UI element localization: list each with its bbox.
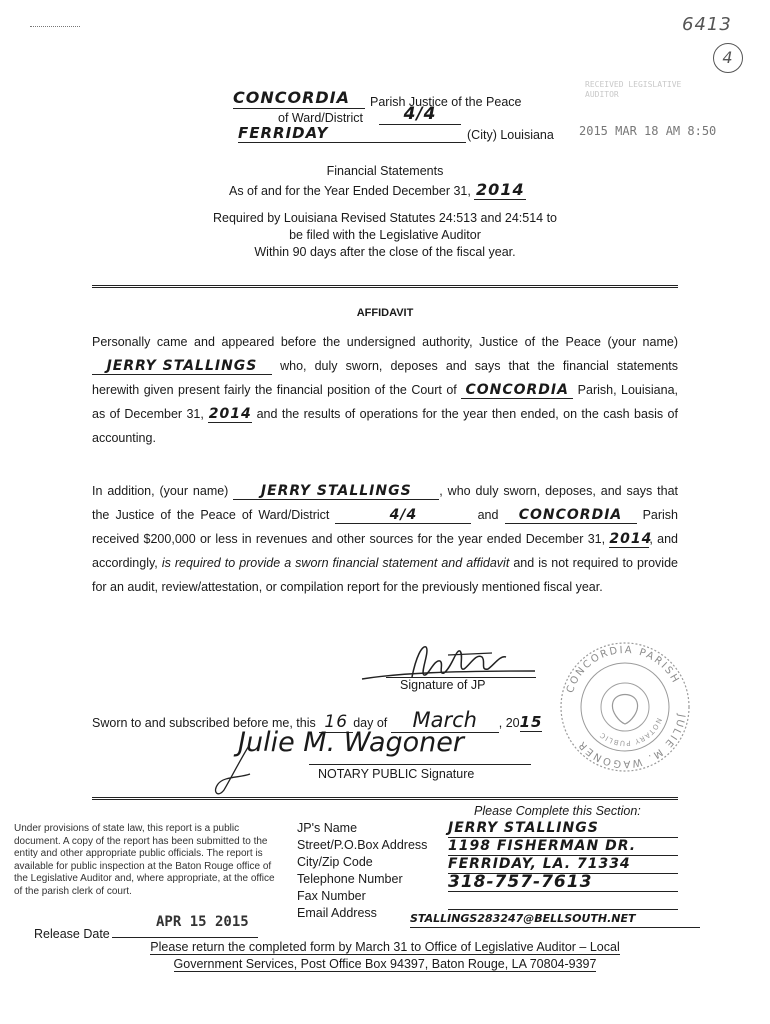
affidavit-paragraph-1 — [92, 330, 678, 450]
contact-label-street: Street/P.O.Box Address — [297, 838, 428, 852]
sworn-year-prefix: , 20 — [498, 716, 520, 730]
release-date-line — [112, 937, 258, 938]
city-label: (City) Louisiana — [467, 128, 554, 142]
requirement-line1: Required by Louisiana Revised Statutes 24:513 and 24:514 to — [213, 211, 557, 225]
seal-outer-text: CONCORDIA PARISH — [564, 644, 682, 695]
p2-text-e: , and accordingly, — [92, 532, 678, 570]
p1-jp-name: JERRY STALLINGS — [92, 358, 272, 375]
p1-text-c: Parish, Louisiana, as of December 31, — [92, 383, 678, 421]
p2-text-d: Parish received $200,000 or less in revenues and other sources for the year ended December 31, — [92, 508, 679, 546]
p2-text-a: In addition, (your name) — [92, 484, 229, 498]
p1-text-b: who, duly sworn, deposes and says that the financial statements herewith given present fairly the financial position of the Court of — [92, 359, 679, 397]
p2-parish: CONCORDIA — [505, 507, 637, 524]
city-value: FERRIDAY — [238, 124, 466, 143]
svg-text:NOTARY PUBLIC — [598, 717, 663, 747]
contact-label-phone: Telephone Number — [297, 872, 403, 886]
notary-signature-label: NOTARY PUBLIC Signature — [318, 767, 475, 781]
contact-heading: Please Complete this Section: — [474, 804, 641, 818]
p1-court-parish: CONCORDIA — [461, 382, 573, 399]
contact-value-fax — [448, 892, 678, 910]
title-line2 — [229, 180, 526, 200]
public-document-notice: Under provisions of state law, this report is a public document. A copy of the report has been submitted to the entity and other appropriate public officials. The report is available for public inspection at the Baton Rouge office of the Legislative Auditor and, where appropriate, at the office of the parish clerk of court. — [14, 823, 275, 897]
contact-labels — [297, 820, 447, 922]
p2-text-f: and is not required to provide for an audit, review/attestation, or compilation report for the previously mentioned fiscal year. — [92, 556, 678, 594]
contact-label-email: Email Address — [297, 906, 377, 920]
corner-number: 6413 — [682, 14, 732, 35]
divider-bottom — [92, 797, 678, 800]
footer-line2 — [0, 957, 770, 971]
p1-year: 2014 — [208, 406, 252, 422]
received-stamp: 2015 MAR 18 AM 8:50 — [579, 124, 717, 138]
footer-line1 — [0, 940, 770, 954]
ward-value: 4/4 — [379, 104, 461, 125]
p2-year: 2014 — [609, 531, 653, 547]
p1-text-d: and the results of operations for the year then ended, on the cash basis of accounting. — [92, 407, 678, 445]
release-date-label: Release Date — [34, 927, 110, 941]
title-line1: Financial Statements — [326, 164, 444, 178]
requirement-line2: be filed with the Legislative Auditor — [289, 228, 481, 242]
contact-values — [410, 820, 678, 928]
sworn-day: 16 — [319, 712, 353, 733]
p2-jp-name: JERRY STALLINGS — [233, 483, 439, 500]
footer-line2-text: Government Services, Post Office Box 94397, Baton Rouge, LA 70804-9397 — [173, 957, 597, 971]
affidavit-heading: AFFIDAVIT — [356, 307, 414, 319]
affidavit-paragraph-2 — [92, 479, 678, 599]
parish-value: CONCORDIA — [233, 88, 365, 109]
contact-value-email: STALLINGS283247@BELLSOUTH.NET — [410, 910, 700, 928]
p1-text-a: Personally came and appeared before the undersigned authority, Justice of the Peace (your name) — [92, 335, 678, 349]
p2-text-b: , who duly sworn, deposes, and says that the Justice of the Peace of Ward/District — [92, 484, 678, 522]
sworn-text-a: Sworn to and subscribed before me, this — [92, 716, 316, 730]
release-date-stamp: APR 15 2015 — [156, 914, 249, 930]
contact-label-name: JP's Name — [297, 821, 358, 835]
p2-ward: 4/4 — [335, 507, 471, 524]
contact-value-city: FERRIDAY, LA. 71334 — [448, 856, 678, 874]
notary-signature: Julie M. Wagoner — [238, 727, 464, 758]
received-stamp-faded: RECEIVED LEGISLATIVE AUDITOR — [585, 80, 682, 99]
title-line2-text: As of and for the Year Ended December 31, — [229, 184, 471, 198]
notary-signature-loop — [210, 740, 270, 800]
divider-top — [92, 285, 678, 288]
contact-value-phone: 318-757-7613 — [448, 874, 678, 892]
scan-specks — [30, 26, 80, 31]
contact-value-name: JERRY STALLINGS — [448, 820, 678, 838]
footer-line1-text: Please return the completed form by March 31 to Office of Legislative Auditor – Local — [150, 940, 620, 954]
sworn-month: March — [391, 708, 499, 733]
p2-text-c: and — [477, 508, 499, 522]
contact-label-fax: Fax Number — [297, 889, 366, 903]
notary-seal — [558, 640, 692, 774]
requirement-line3: Within 90 days after the close of the fiscal year. — [254, 245, 516, 259]
parish-label: Parish Justice of the Peace — [370, 95, 522, 109]
title-year: 2014 — [476, 180, 525, 199]
contact-value-street: 1198 FISHERMAN DR. — [448, 838, 678, 856]
sworn-year-suffix: 15 — [519, 713, 543, 731]
seal-name-text: JULIE M. WAGONER — [575, 713, 687, 770]
contact-label-city: City/Zip Code — [297, 855, 373, 869]
notary-signature-line — [309, 764, 531, 765]
jp-signature-label: Signature of JP — [400, 678, 486, 692]
seal-inner-text: NOTARY PUBLIC — [597, 716, 663, 748]
corner-circled-number: 4 — [713, 43, 743, 73]
sworn-text-b: day of — [353, 716, 388, 730]
ward-label: of Ward/District — [278, 111, 363, 125]
p2-text-italic: is required to provide a sworn financial statement and affidavit — [161, 556, 510, 570]
